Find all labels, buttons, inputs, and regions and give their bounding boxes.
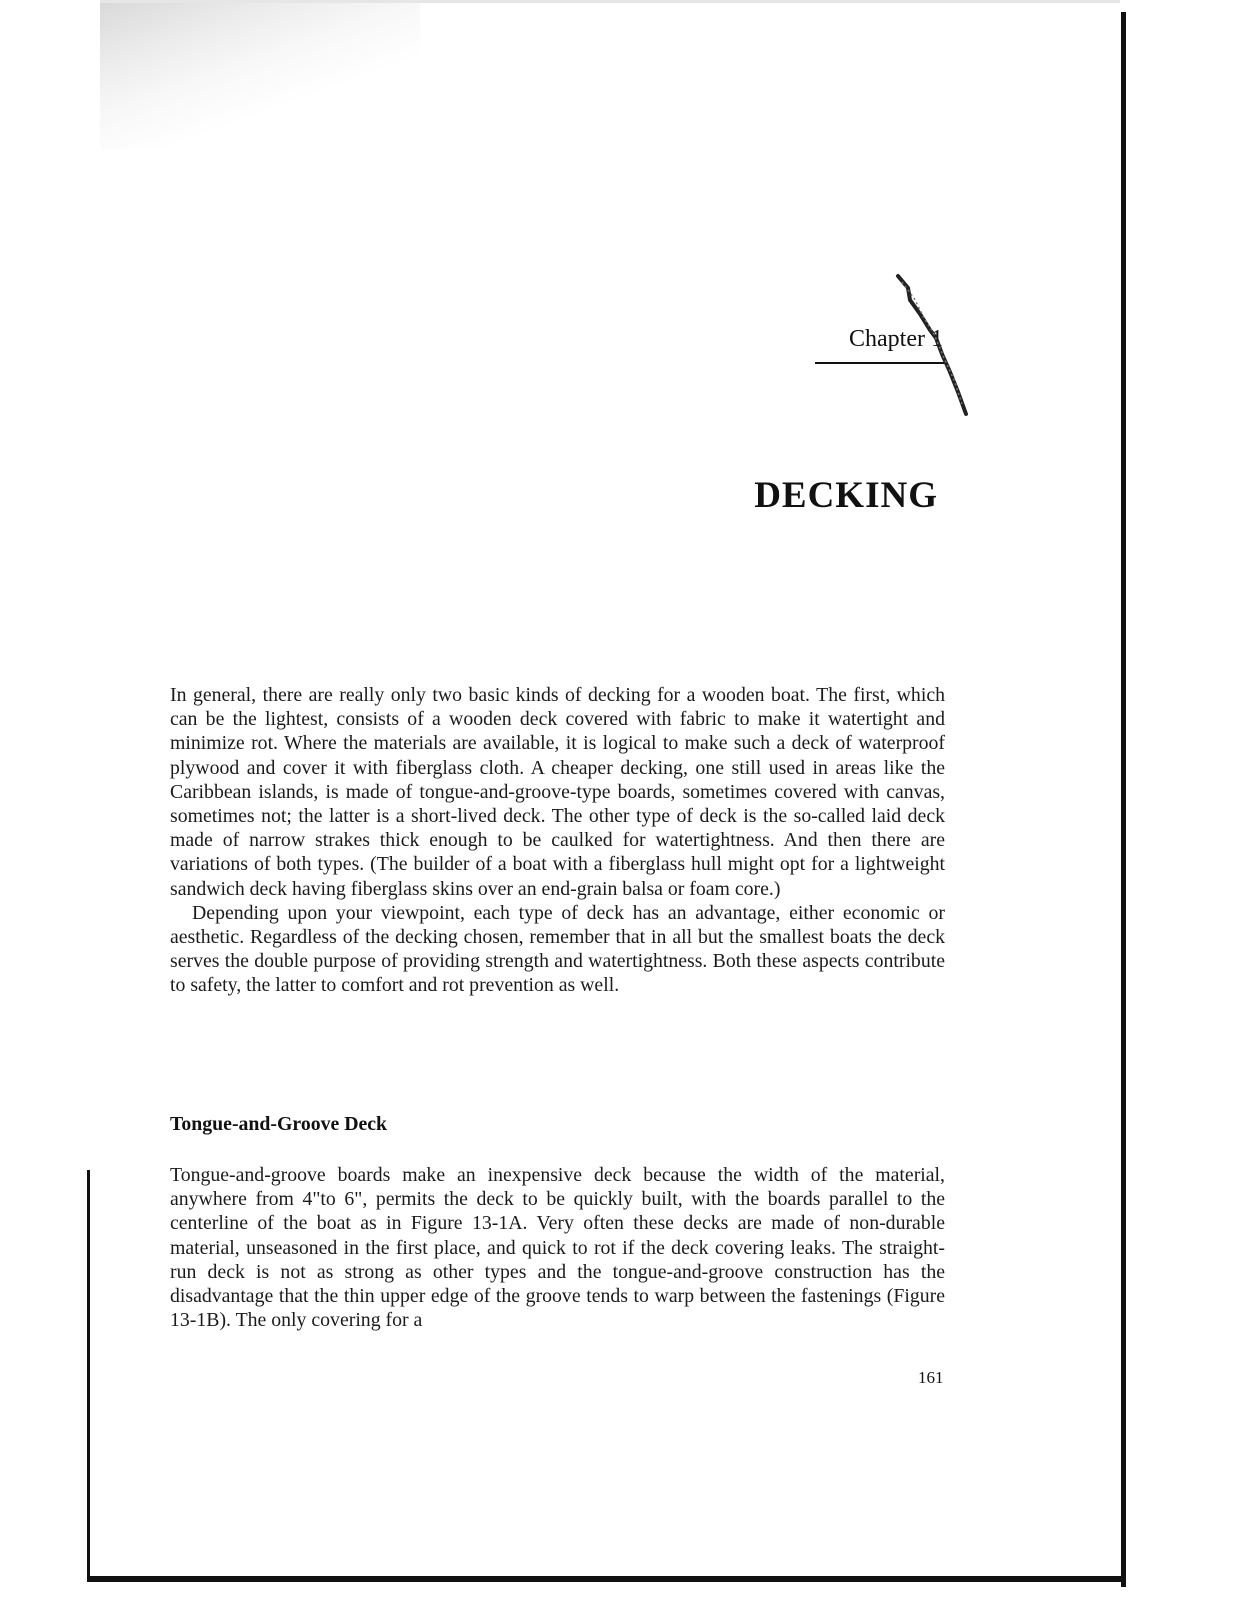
page-edge-left [87,1170,90,1580]
section-body [170,1163,945,1332]
section-paragraph: Tongue-and-groove boards make an inexpensive deck because the width of the material, anywhere from 4"to 6", permits the deck to be quickly built, with the boards parallel to the centerline of the boat as in Figure 13-1A. Very often these decks are made of non-durable material, unseasoned in the first place, and quick to rot if the deck covering leaks. The straight-run deck is not as strong as other types and the tongue-and-groove construction has the disadvantage that the thin upper edge of the groove tends to warp between the fastenings (Figure 13-1B). The only covering for a [170,1164,945,1332]
intro-text [170,683,945,998]
section-heading: Tongue-and-Groove Deck [170,1113,388,1135]
intro-paragraph: Depending upon your viewpoint, each type of deck has an advantage, either economic or aesthetic. Regardless of the decking chosen, remember that in all but the smallest boats the deck serves the double purpose of providing strength and watertightness. Both these aspects contribute to safety, the latter to comfort and rot prevention as well. [170,901,945,997]
intro-paragraph: In general, there are really only two basic kinds of decking for a wooden boat. The first, which can be the lightest, consists of a wooden deck covered with fabric to make it watertight and minimize rot. Where the materials are available, it is logical to make such a deck of waterproof plywood and cover it with fiberglass cloth. A cheaper decking, one still used in areas like the Caribbean islands, is made of tongue-and-groove-type boards, sometimes covered with canvas, sometimes not; the latter is a short-lived deck. The other type of deck is the so-called laid deck made of narrow strakes thick enough to be caulked for watertightness. And then there are variations of both types. (The builder of a boat with a fiberglass hull might opt for a lightweight sandwich deck having fiberglass skins over an end-grain balsa or foam core.) [170,684,945,900]
page-edge-bottom [87,1576,1126,1582]
page-edge-right [1121,12,1126,1587]
chapter-title: DECKING [754,475,938,516]
scan-top-edge [100,0,1120,3]
chapter-label: Chapter 1 [849,326,943,352]
torn-slash-mark [890,268,990,428]
page-number: 161 [918,1368,944,1387]
scan-shadow [100,0,420,150]
